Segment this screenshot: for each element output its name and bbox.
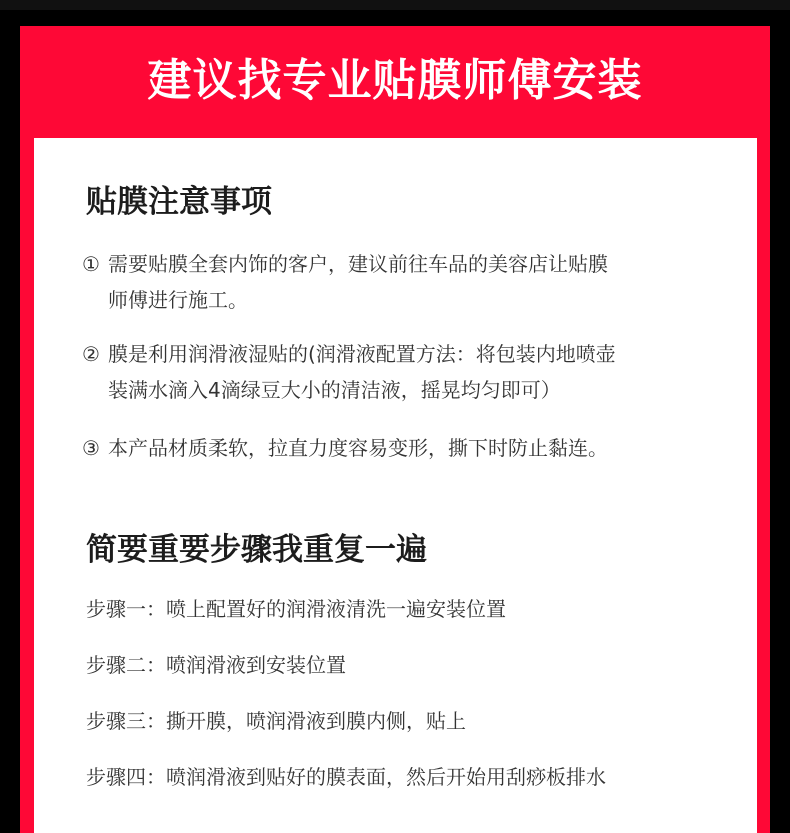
note-item-2-line-2: 装满水滴入4滴绿豆大小的清洁液，摇晃均匀即可） (108, 378, 561, 402)
note-text: 需要贴膜全套内饰的客户，建议前往车品的美容店让贴膜 (108, 252, 608, 276)
note-number: ① (82, 252, 100, 276)
notes-heading: 贴膜注意事项 (86, 184, 272, 220)
note-item-2 (82, 336, 702, 408)
top-dark-strip (0, 0, 790, 10)
install-banner-panel (20, 26, 770, 833)
step-item-2: 步骤二：喷润滑液到安装位置 (86, 653, 346, 677)
note-text: 膜是利用润滑液湿贴的(润滑液配置方法：将包装内地喷壶 (108, 342, 616, 366)
step-item-4: 步骤四：喷润滑液到贴好的膜表面，然后开始用刮痧板排水 (86, 765, 606, 789)
note-item-1-line-2: 师傅进行施工。 (108, 288, 248, 312)
note-text: 本产品材质柔软，拉直力度容易变形，撕下时防止黏连。 (108, 436, 608, 460)
step-item-1: 步骤一：喷上配置好的润滑液清洗一遍安装位置 (86, 597, 506, 621)
note-item-2-line-1 (82, 336, 702, 372)
step-item-3: 步骤三：撕开膜，喷润滑液到膜内侧，贴上 (86, 709, 466, 733)
note-item-1-line-1 (82, 246, 702, 282)
note-item-3 (82, 430, 702, 466)
steps-heading: 简要重要步骤我重复一遍 (86, 532, 427, 568)
note-item-1 (82, 246, 702, 318)
banner-title: 建议找专业贴膜师傅安装 (147, 55, 643, 106)
instructions-card (34, 138, 757, 833)
note-number: ② (82, 342, 100, 366)
note-number: ③ (82, 436, 100, 460)
note-item-3-line-1 (82, 430, 702, 466)
